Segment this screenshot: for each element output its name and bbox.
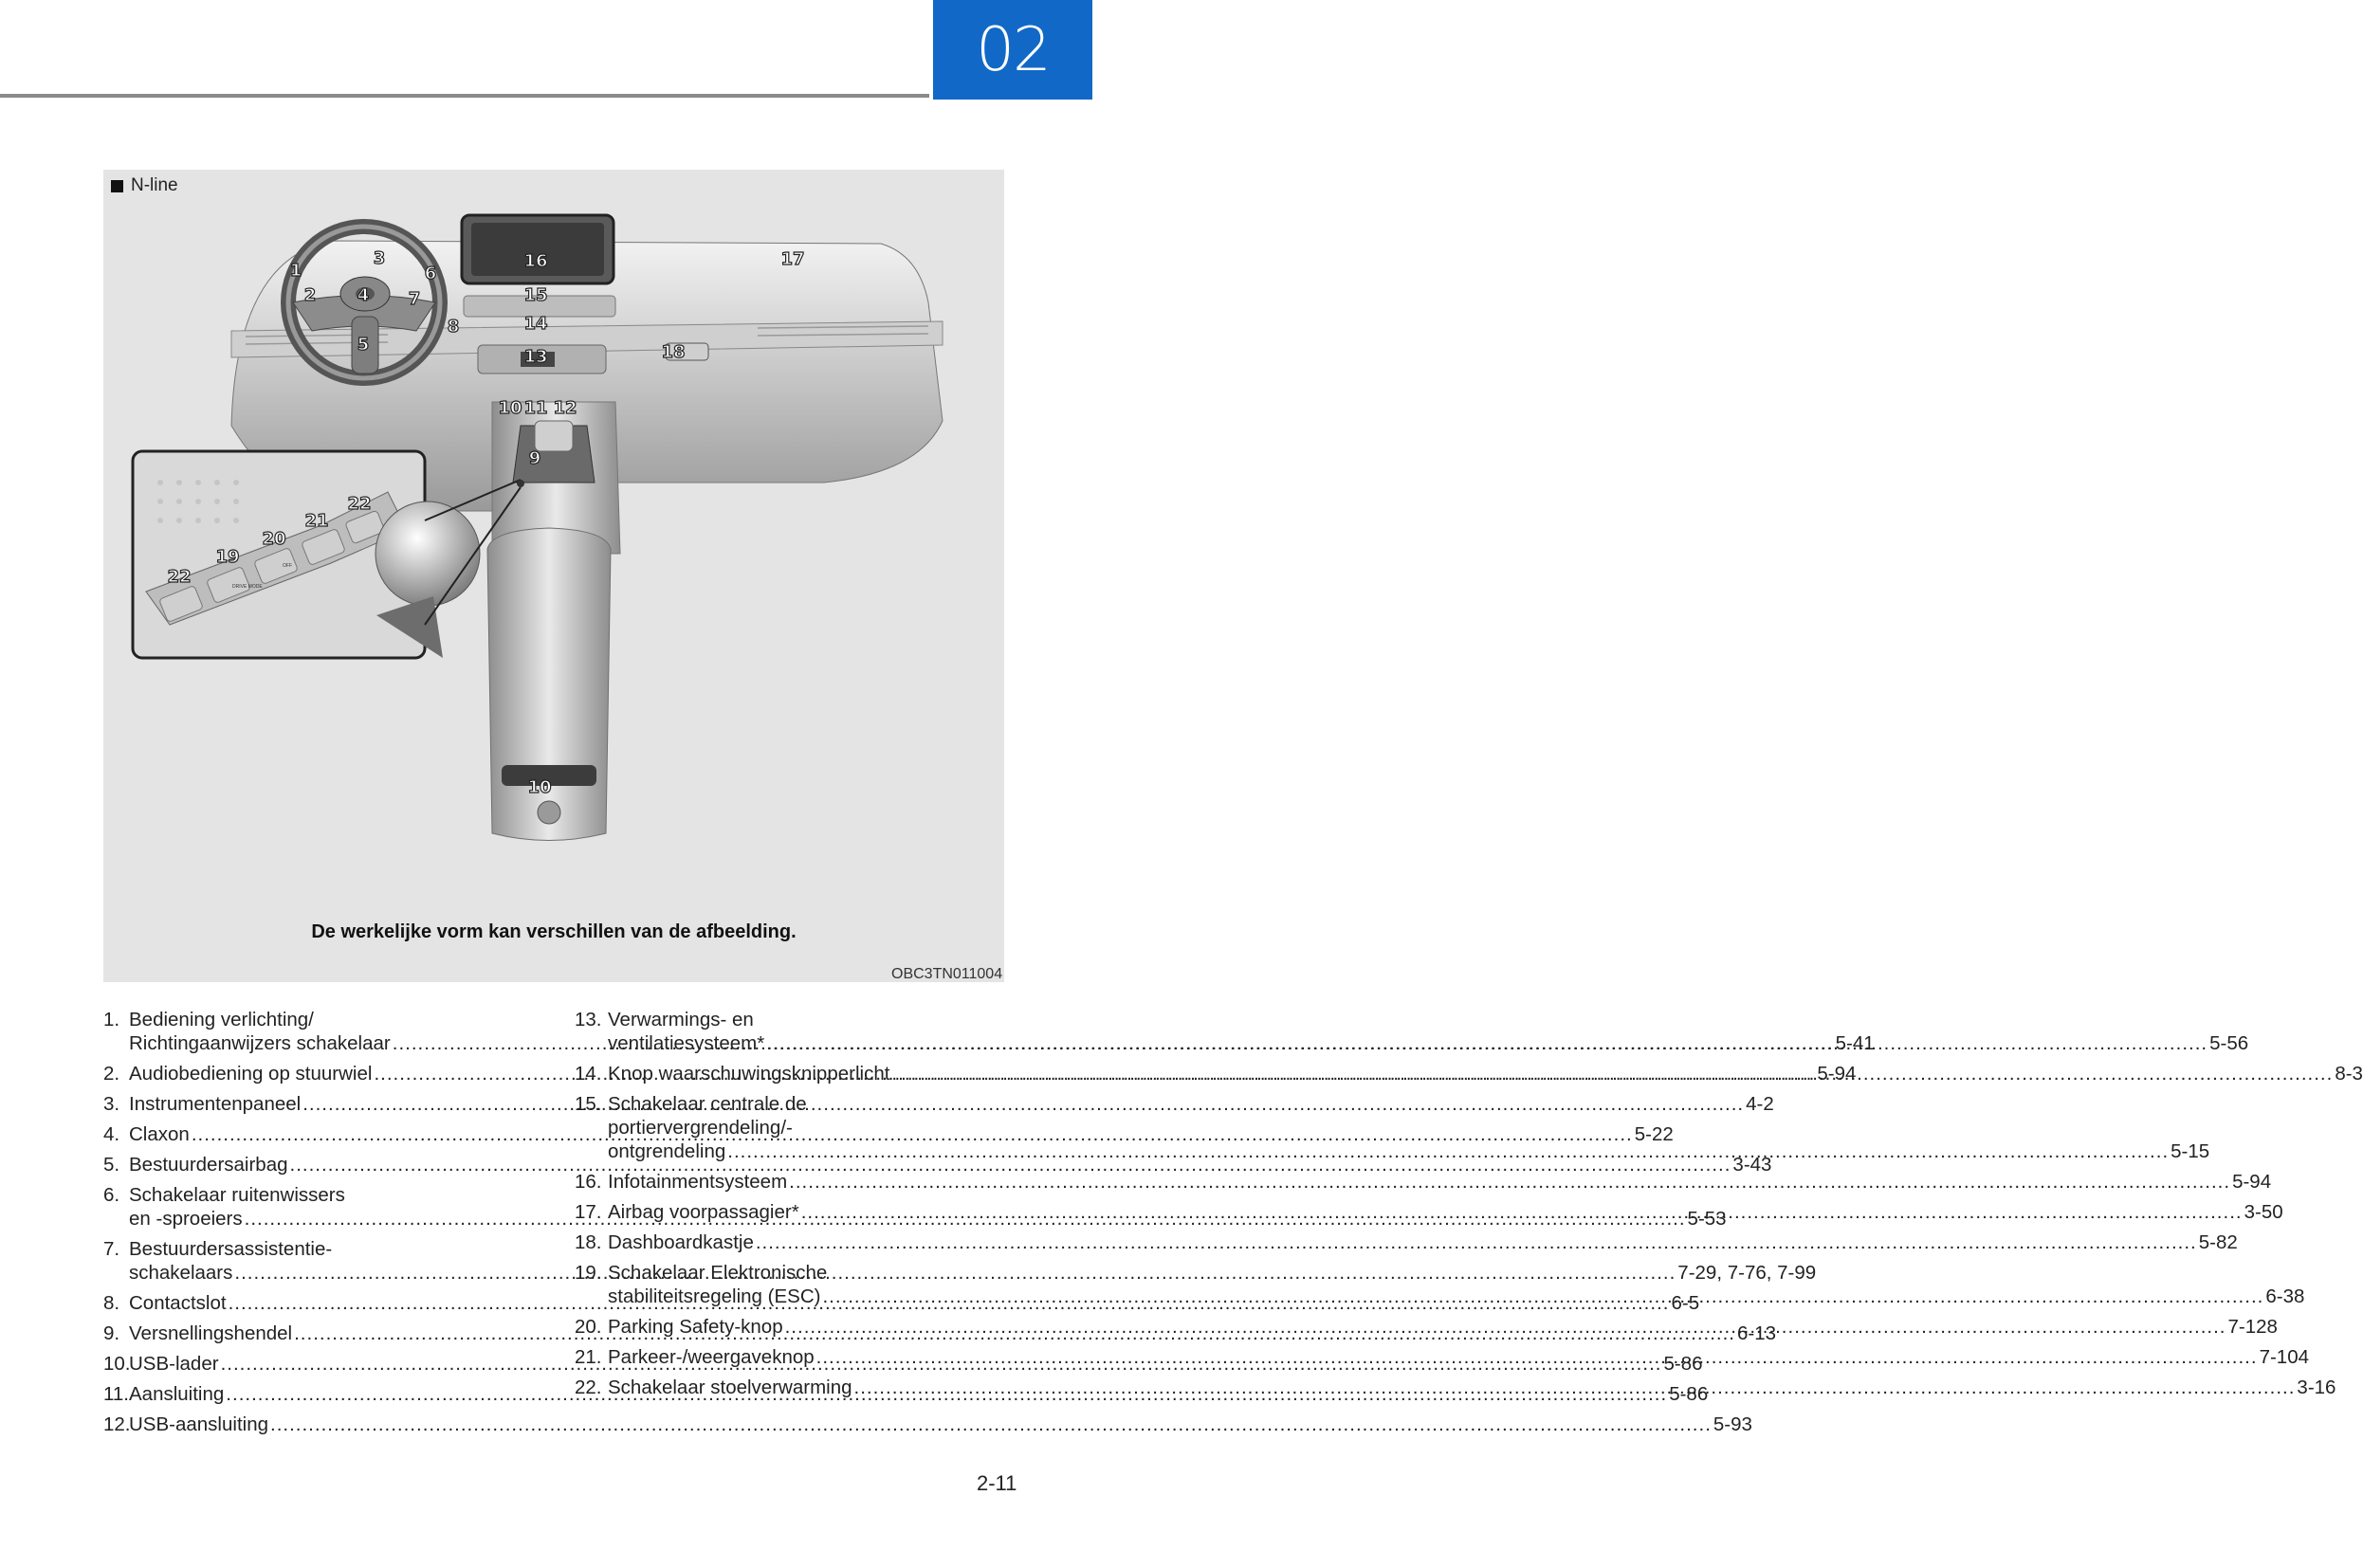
legend-item-number: 8. [103, 1292, 120, 1314]
legend-item-entry [608, 1031, 2248, 1055]
legend-item-label: Parking Safety-knop [608, 1316, 783, 1338]
leader-dots [816, 1345, 2258, 1369]
callout-7: 7 [408, 289, 421, 309]
legend-item-line: Schakelaar Elektronische [608, 1262, 828, 1284]
callout-11: 11 [523, 398, 548, 418]
callout-8: 8 [447, 317, 460, 337]
legend-item-page: 5-86 [1669, 1383, 1709, 1405]
callout-2: 2 [303, 285, 317, 305]
leader-dots [789, 1170, 2230, 1194]
legend-item-label: Instrumentenpaneel [129, 1093, 302, 1115]
leader-dots [270, 1413, 1712, 1436]
legend-item-line: Schakelaar centrale de [608, 1093, 807, 1115]
leader-dots [766, 1031, 2207, 1055]
legend-item-number: 14. [575, 1063, 602, 1085]
legend-item-page: 7-104 [2259, 1346, 2309, 1368]
legend-item-label: Airbag voorpassagier* [608, 1201, 799, 1223]
figure-code: OBC3TN011004 [891, 966, 1003, 982]
legend-item-line: Bediening verlichting/ [129, 1009, 314, 1030]
variant-label [111, 175, 178, 196]
legend-item-page: 5-53 [1687, 1208, 1727, 1230]
callout-4: 4 [357, 285, 370, 305]
callout-1: 1 [289, 261, 302, 281]
callout-5: 5 [357, 335, 370, 355]
callout-10-lower: 10 [527, 777, 552, 797]
leader-dots [891, 1062, 2333, 1085]
legend-item-entry [608, 1345, 2309, 1369]
legend-item-entry [608, 1315, 2278, 1339]
legend-item-label: Bestuurdersairbag [129, 1154, 288, 1176]
callout-3: 3 [373, 248, 386, 268]
legend-item-label: Infotainmentsysteem [608, 1171, 788, 1193]
legend-item-text [129, 1413, 1752, 1436]
legend-item-number: 18. [575, 1231, 602, 1253]
legend-item-label: Knop waarschuwingsknipperlicht [608, 1063, 890, 1085]
dashboard-figure [103, 170, 1004, 982]
legend-item-page: 5-93 [1713, 1413, 1752, 1435]
legend-item-text [608, 1315, 2278, 1339]
legend-item-label: Richtingaanwijzers schakelaar [129, 1032, 391, 1054]
legend-item-text [608, 1170, 2271, 1194]
legend-item-label: ontgrendeling [608, 1140, 726, 1162]
legend-item-line: portiervergrendeling/- [608, 1117, 793, 1139]
variant-label-text: N-line [131, 175, 178, 195]
legend-item [575, 1170, 2272, 1194]
legend-item-page: 3-43 [1732, 1154, 1772, 1176]
figure-caption: De werkelijke vorm kan verschillen van de afbeelding. [311, 921, 797, 942]
legend-item-entry [608, 1062, 2363, 1085]
legend-item-text [608, 1231, 2238, 1254]
dashboard-illustration [103, 170, 1004, 982]
legend-item-entry [129, 1413, 1752, 1436]
legend-item-number: 4. [103, 1123, 120, 1145]
legend-item-number: 20. [575, 1316, 602, 1338]
callout-18: 18 [661, 342, 686, 362]
legend-item-text [608, 1376, 2336, 1399]
callout-10: 10 [498, 398, 522, 418]
legend-item [575, 1231, 2238, 1254]
legend-item-page: 8-3 [2335, 1063, 2363, 1085]
callout-15: 15 [523, 285, 548, 305]
legend-item-label: Audiobediening op stuurwiel [129, 1063, 373, 1085]
legend-item-label: Dashboardkastje [608, 1231, 754, 1253]
legend-item-text [608, 1008, 2248, 1055]
legend-item-number: 7. [103, 1238, 120, 1260]
legend-item-entry [608, 1170, 2271, 1194]
chapter-tab: 02 [933, 0, 1092, 100]
legend-item-label: Aansluiting [129, 1383, 225, 1405]
legend-item-number: 13. [575, 1009, 602, 1030]
legend-item-text [608, 1345, 2309, 1369]
legend-item-label: ventilatiesysteem* [608, 1032, 765, 1054]
legend-item-text [608, 1062, 2363, 1085]
legend-item-label: Contactslot [129, 1292, 227, 1314]
legend-item-number: 17. [575, 1201, 602, 1223]
leader-dots [727, 1140, 2169, 1163]
leader-dots [801, 1200, 2243, 1224]
legend-item-label: stabiliteitsregeling (ESC) [608, 1285, 821, 1307]
legend-item-text [608, 1200, 2283, 1224]
legend-item-text [608, 1092, 2209, 1163]
page-number: 2-11 [977, 1471, 1017, 1495]
legend-item-entry [608, 1140, 2209, 1163]
legend-item-number: 16. [575, 1171, 602, 1193]
callout-21: 21 [304, 511, 329, 531]
inset-parking-off-text: OFF [283, 563, 292, 569]
legend-item-label: Versnellingshendel [129, 1322, 293, 1344]
legend-item-page: 4-2 [1746, 1093, 1774, 1115]
legend-item-label: en -sproeiers [129, 1208, 243, 1230]
inset-drive-mode-text: DRIVE MODE [232, 584, 263, 590]
legend-item-line: Schakelaar ruitenwissers [129, 1184, 345, 1206]
callout-12: 12 [553, 398, 577, 418]
legend-item-page: 6-5 [1671, 1292, 1700, 1314]
legend-item-number: 1. [103, 1009, 120, 1030]
callout-22-lower: 22 [167, 567, 192, 587]
legend-item-page: 5-15 [2171, 1140, 2210, 1162]
legend-item-entry [608, 1231, 2238, 1254]
legend-item-entry [608, 1285, 2304, 1308]
legend-item-page: 7-128 [2227, 1316, 2278, 1338]
callout-20: 20 [262, 529, 286, 549]
legend-item-number: 22. [575, 1377, 602, 1398]
legend-item-number: 9. [103, 1322, 120, 1344]
leader-dots [756, 1231, 2197, 1254]
legend-item-label: schakelaars [129, 1262, 233, 1284]
callout-16: 16 [523, 251, 548, 271]
legend-item-entry [608, 1376, 2336, 1399]
legend-item-page: 5-86 [1663, 1353, 1703, 1375]
legend-item-label: Claxon [129, 1123, 190, 1145]
callout-13: 13 [523, 347, 548, 367]
legend-item-number: 6. [103, 1184, 120, 1206]
callout-9: 9 [528, 448, 541, 468]
callout-6: 6 [424, 264, 437, 283]
legend-item-page: 5-56 [2209, 1032, 2249, 1054]
leader-dots [822, 1285, 2263, 1308]
legend-item-entry [608, 1200, 2283, 1224]
callout-14: 14 [523, 314, 548, 334]
legend-item-label: Parkeer-/weergaveknop [608, 1346, 815, 1368]
legend-item-line: Verwarmings- en [608, 1009, 754, 1030]
legend-item [103, 1413, 1752, 1436]
legend-item-label: Schakelaar stoelverwarming [608, 1377, 852, 1398]
legend-item-label: USB-lader [129, 1353, 219, 1375]
square-bullet-icon [111, 180, 123, 192]
legend-item-page: 5-94 [2232, 1171, 2272, 1193]
header-rule [0, 94, 929, 98]
legend-item-page: 5-82 [2198, 1231, 2238, 1253]
callout-19: 19 [215, 547, 240, 567]
legend-item-number: 19. [575, 1262, 602, 1284]
leader-dots [854, 1376, 2296, 1399]
legend-item-text [608, 1261, 2304, 1308]
legend-item-number: 21. [575, 1346, 602, 1368]
legend-item [103, 1153, 1772, 1176]
legend-item-number: 11. [103, 1383, 129, 1405]
legend-item-number: 10. [103, 1353, 131, 1375]
legend-item-page: 6-13 [1737, 1322, 1777, 1344]
legend-item-page: 3-16 [2297, 1377, 2336, 1398]
legend-item-number: 15. [575, 1093, 602, 1115]
legend-item-page: 5-22 [1634, 1123, 1674, 1145]
legend-item-number: 2. [103, 1063, 120, 1085]
legend-item-label: USB-aansluiting [129, 1413, 268, 1435]
legend-item-page: 6-38 [2265, 1285, 2305, 1307]
callout-17: 17 [780, 249, 805, 269]
legend-item-page: 3-50 [2244, 1201, 2283, 1223]
leader-dots [785, 1315, 2226, 1339]
legend-item-number: 3. [103, 1093, 120, 1115]
callout-22-upper: 22 [347, 494, 372, 514]
legend-item-page: 7-29, 7-76, 7-99 [1677, 1262, 1817, 1284]
legend-item-page: 5-41 [1835, 1032, 1875, 1054]
legend-item-number: 5. [103, 1154, 120, 1176]
legend-item-page: 5-94 [1817, 1063, 1857, 1085]
legend-item-line: Bestuurdersassistentie- [129, 1238, 333, 1260]
legend-item-number: 12. [103, 1413, 131, 1435]
